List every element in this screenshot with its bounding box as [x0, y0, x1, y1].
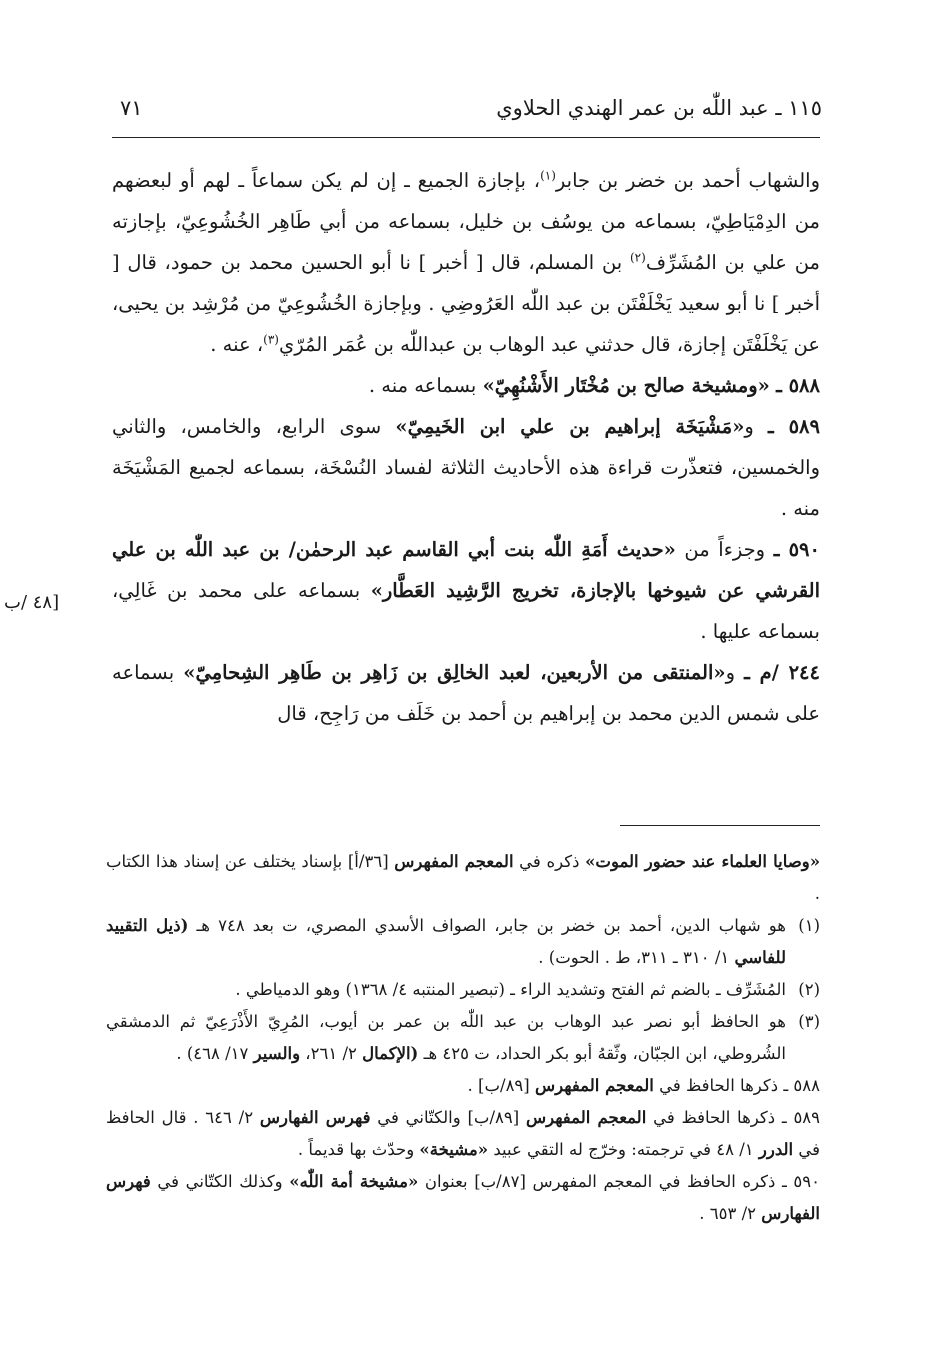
footnote-ref-3: (٣)	[263, 332, 279, 347]
entry-title: «مَشْيَخَة إبراهيم بن علي ابن الخَيمِيّ»	[395, 415, 745, 438]
footnote-2: (٢) المُشَرِّف ـ بالضم ثم الفتح وتشديد الراء ـ (تبصير المنتبه ٤/ ١٣٦٨) وهو الدمياطي .	[106, 974, 820, 1006]
note-590: ٥٩٠ ـ ذكره الحافظ في المعجم المفهرس [٨٧/ب] بعنوان «مشيخة أمة اللّٰه» وكذلك الكتّاني في فهرس الفهارس ٢/ ٦٥٣ .	[106, 1172, 820, 1223]
note-589: ٥٨٩ ـ ذكرها الحافظ في المعجم المفهرس [٨٩/ب] والكتّاني في فهرس الفهارس ٢/ ٦٤٦ . قال الحافظ في الدرر ١/ ٤٨ في ترجمته: وخرّج له التقي عبيد «مشيخة» وحدّث بها قديماً .	[106, 1108, 821, 1159]
footnote-ref-1: (١)	[540, 168, 556, 183]
running-header	[120, 88, 822, 128]
footnote-number: (٣)	[798, 1012, 820, 1031]
entry-title: «ومشيخة صالح بن مُخْتَار الأَشْنُهِيّ»	[482, 374, 770, 397]
note-588: ٥٨٨ ـ ذكرها الحافظ في المعجم المفهرس [٨٩/ب] .	[467, 1076, 820, 1095]
paragraph-continuation: والشهاب أحمد بن خضر بن جابر$^{(١)}$، بإجازة الجميع ـ إن لم يكن سماعاً ـ لهم أو لبعضهم من الدِمْيَاطِيّ، بسماعه من يوسُف بن خليل، بسماعه من أبي طَاهِر الخُشُوعِيّ، بإجازته من علي بن المُشَرِّف$^{(٢)}$ بن المسلم، قال [ أخبر ] نا أبو الحسين محمد بن حمود، قال [ أخبر ] نا أبو سعيد يَخْلَفْتَن بن عبد اللّٰه العَرُوضِي . وبإجازة الخُشُوعِيّ من مُرْشِد بن يحيى، عن يَخْلَفْتَن إجازة، قال حدثني عبد الوهاب بن عبداللّٰه بن عُمَر المُرّي$^{(٣)}$، عنه .	[112, 168, 820, 356]
entry-590: ٥٩٠ ـ وجزءاً من «حديث أَمَةِ اللّٰه بنت أبي القاسم عبد الرحمٰن/ بن عبد اللّٰه بن علي القرشي عن شيوخها بالإجازة، تخريج الرَّشِيد العَطَّار» بسماعه على محمد بن غَالِي، بسماعه عليها .	[112, 538, 821, 643]
entry-title: «المنتقى من الأربعين، لعبد الخالِق بن زَاهِر بن طَاهِر الشِحامِيّ»	[183, 661, 726, 684]
entry-number: ٥٩٠ ـ	[773, 538, 820, 561]
page-number: ٧١	[120, 96, 143, 120]
entry-number: ٥٨٨ ـ	[776, 374, 820, 397]
footnote-1: (١) هو شهاب الدين، أحمد بن خضر بن جابر، الصواف الأسدي المصري، ت بعد ٧٤٨ هـ (ذيل التقييد للفاسي ١/ ٣١٠ ـ ٣١١، ط . الحوت) .	[106, 910, 820, 974]
footnote-number: (٢)	[798, 980, 820, 999]
footnote-3: (٣) هو الحافظ أبو نصر عبد الوهاب بن عبد اللّٰه بن عمر بن أيوب، المُرِيّ الأَذْرَعِيّ ثم الدمشقي الشُروطي، ابن الجبّان، وثّقهُ أبو بكر الحداد، ت ٤٢٥ هـ (الإكمال ٢/ ٢٦١، والسير ١٧/ ٤٦٨) .	[106, 1006, 820, 1070]
footnote-carryover: «وصايا العلماء عند حضور الموت» ذكره في المعجم المفهرس [٣٦/أ] بإسناد يختلف عن إسناد هذا الكتاب .	[106, 852, 821, 903]
footnote-number: (١)	[798, 916, 820, 935]
footnote-rule	[620, 825, 820, 826]
entry-244: ٢٤٤ /م ـ و«المنتقى من الأربعين، لعبد الخالِق بن زَاهِر بن طَاهِر الشِحامِيّ» بسماعه على شمس الدين محمد بن إبراهيم بن أحمد بن خَلَف من رَاجِح، قال	[112, 661, 820, 725]
entry-number: ٥٨٩ ـ	[768, 415, 820, 438]
entry-589: ٥٨٩ ـ و«مَشْيَخَة إبراهيم بن علي ابن الخَيمِيّ» سوى الرابع، والخامس، والثاني والخمسين، فتعذّرت قراءة هذه الأحاديث الثلاثة لفساد النُسْخَة، بسماعه لجميع المَشْيَخَة منه .	[112, 415, 820, 520]
main-text	[112, 160, 820, 734]
entry-588: ٥٨٨ ـ «ومشيخة صالح بن مُخْتَار الأَشْنُهِيّ» بسماعه منه .	[368, 374, 820, 397]
entry-number: ٢٤٤ /م ـ	[744, 661, 820, 684]
margin-folio-note: [٤٨ /ب	[4, 592, 60, 613]
entry-title: «حديث أَمَةِ اللّٰه بنت أبي القاسم عبد الرحمٰن/ بن عبد اللّٰه بن علي القرشي عن شيوخها بالإجازة، تخريج الرَّشِيد العَطَّار»	[112, 538, 821, 602]
header-rule	[112, 137, 820, 138]
footnotes	[106, 846, 820, 1230]
running-title: ١١٥ ـ عبد اللّٰه بن عمر الهندي الحلاوي	[496, 96, 822, 120]
footnote-ref-2: (٢)	[629, 250, 646, 265]
